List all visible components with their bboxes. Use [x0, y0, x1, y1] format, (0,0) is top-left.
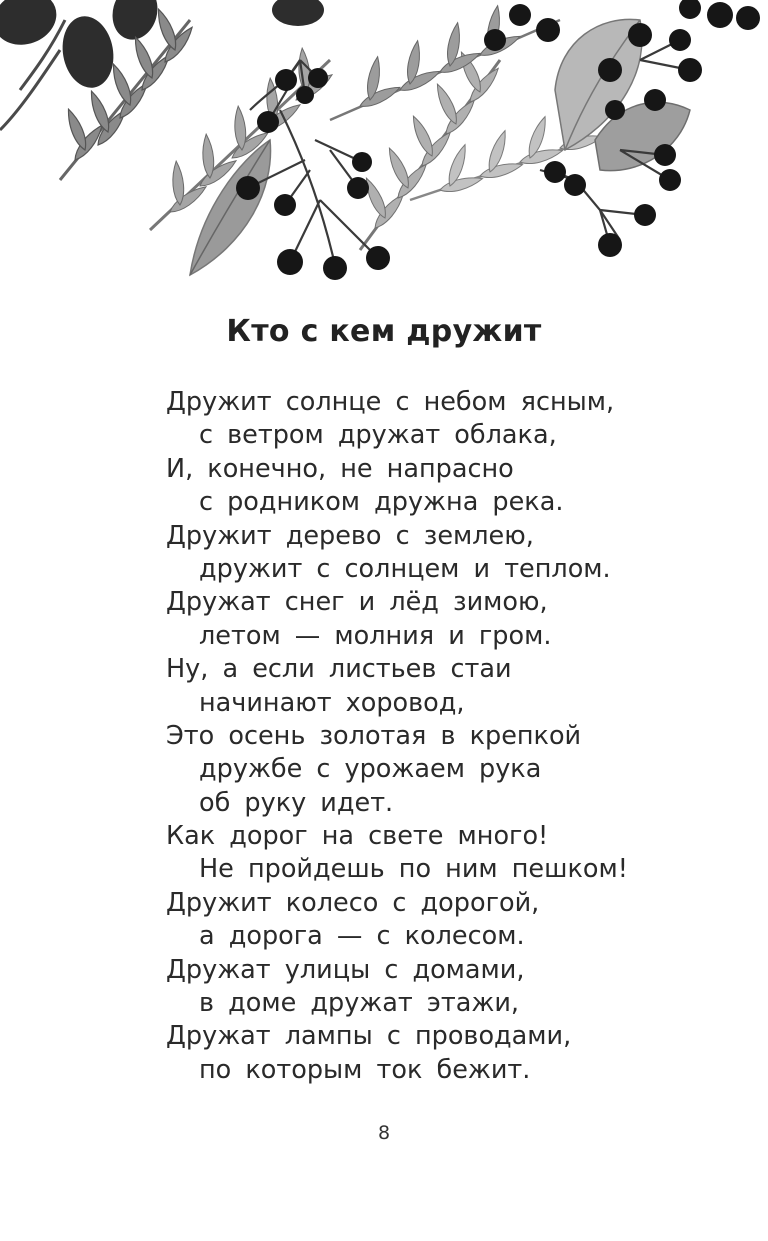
poem-line: Ну, а если листьев стаи — [166, 654, 512, 685]
poem-line: Дружат лампы с проводами, — [166, 1021, 572, 1052]
poem-line: Это осень золотая в крепкой — [166, 720, 582, 751]
poem-line: а дорога — с колесом. — [199, 921, 525, 952]
poem-line: Как дорог на свете много! — [166, 821, 549, 852]
poem-line: Дружит дерево с землею, — [166, 520, 534, 551]
poem-line: по которым ток бежит. — [199, 1054, 531, 1085]
poem-line: с родником дружна река. — [199, 487, 564, 518]
poem-line: начинают хоровод, — [199, 687, 465, 718]
rowan-branch-illustration — [0, 0, 768, 290]
poem-line: Дружит колесо с дорогой, — [166, 887, 540, 918]
poem-line: с ветром дружат облака, — [199, 420, 557, 451]
poem-line: дружит с солнцем и теплом. — [199, 553, 611, 584]
poem-line: Дружит солнце с небом ясным, — [166, 387, 615, 417]
poem-line: дружбе с урожаем рука — [199, 754, 542, 785]
poem-line: в доме дружат этажи, — [199, 988, 519, 1019]
poem-line: Не пройдешь по ним пешком! — [199, 854, 628, 885]
poem-line: Дружат снег и лёд зимою, — [166, 587, 548, 618]
poem-line: И, конечно, не напрасно — [166, 453, 514, 484]
page-number: 8 — [377, 1122, 391, 1144]
poem-body — [166, 386, 746, 1087]
poem-line: об руку идет. — [199, 787, 394, 818]
poem-line: Дружат улицы с домами, — [166, 954, 525, 985]
poem-line: летом — молния и гром. — [199, 620, 552, 651]
poem-title: Кто с кем дружит — [226, 314, 542, 349]
